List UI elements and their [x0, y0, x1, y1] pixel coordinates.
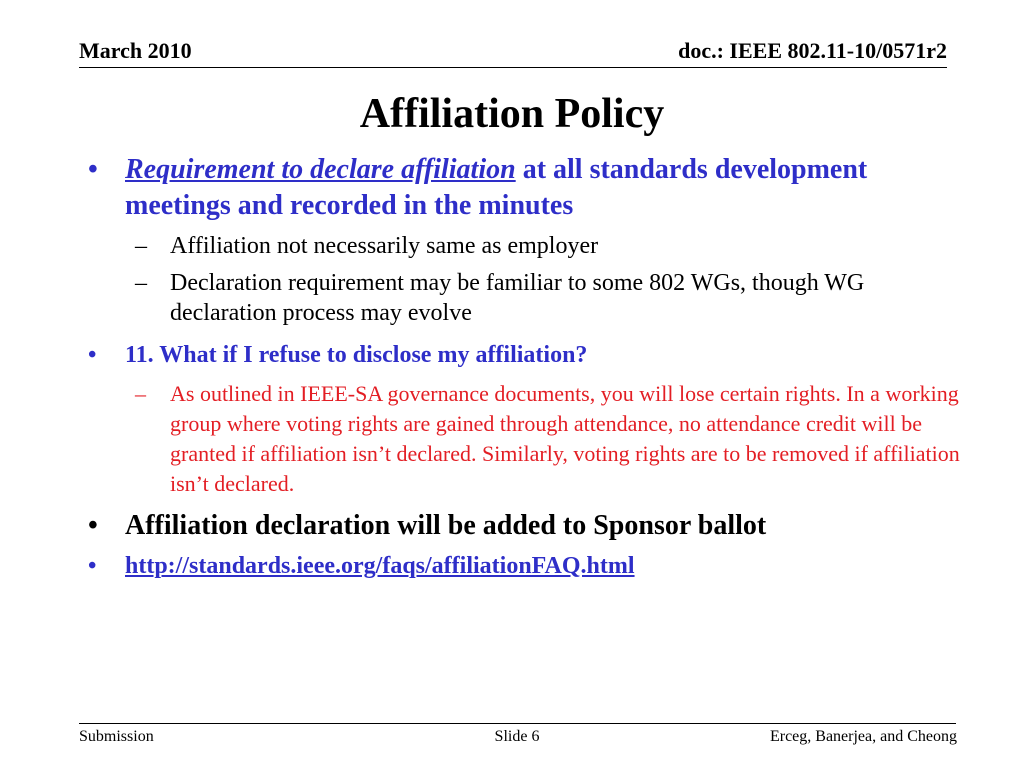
- affiliation-faq-link[interactable]: http://standards.ieee.org/faqs/affiliationFAQ.html: [125, 553, 635, 579]
- bullet-text-rest: at all standards development meetings and recorded in the minutes: [125, 154, 868, 221]
- bullet-text: [125, 152, 958, 224]
- bullet-text: Affiliation declaration will be added to Sponsor ballot: [125, 510, 767, 541]
- bullet-marker: •: [88, 342, 97, 368]
- sub-bullet-text: As outlined in IEEE-SA governance documents, you will lose certain rights. In a working group where voting rights are gained through attendance, no attendance credit will be granted if affiliation isn’t declared. Similarly, voting rights are to be removed if affiliation isn’t declared.: [170, 381, 960, 496]
- footer-divider: [79, 723, 956, 724]
- sub-bullet-not-employer: [135, 231, 975, 261]
- bullet-text: [125, 551, 958, 581]
- sub-bullet-marker: –: [135, 270, 147, 296]
- bullet-text: 11. What if I refuse to disclose my affiliation?: [125, 342, 588, 368]
- footer-submission: Submission: [79, 728, 154, 745]
- footer-slide-number: Slide 6: [494, 728, 540, 745]
- header-divider: [79, 67, 947, 68]
- sub-bullet-marker: –: [135, 233, 147, 259]
- sub-bullet-text: Declaration requirement may be familiar to some 802 WGs, though WG declaration process may evolve: [170, 270, 865, 326]
- bullet-refuse-disclose: [88, 340, 958, 370]
- slide-title: Affiliation Policy: [359, 91, 665, 137]
- bullet-sponsor-ballot: [88, 508, 958, 544]
- bullet-faq-link: [88, 551, 958, 581]
- header-date: March 2010: [79, 38, 192, 63]
- footer-authors: Erceg, Banerjea, and Cheong: [769, 728, 957, 745]
- declare-affiliation-link[interactable]: Requirement to declare affiliation: [125, 154, 516, 185]
- sub-bullet-text: Affiliation not necessarily same as employer: [170, 233, 599, 259]
- bullet-declare-affiliation: [88, 152, 958, 224]
- bullet-marker: •: [88, 510, 98, 541]
- header-doc-id: doc.: IEEE 802.11-10/0571r2: [678, 38, 947, 63]
- sub-bullet-lose-rights: [135, 379, 975, 499]
- bullet-marker: •: [88, 553, 97, 579]
- bullet-marker: •: [88, 154, 98, 185]
- sub-bullet-marker: –: [135, 381, 146, 406]
- sub-bullet-declaration-requirement: [135, 268, 975, 328]
